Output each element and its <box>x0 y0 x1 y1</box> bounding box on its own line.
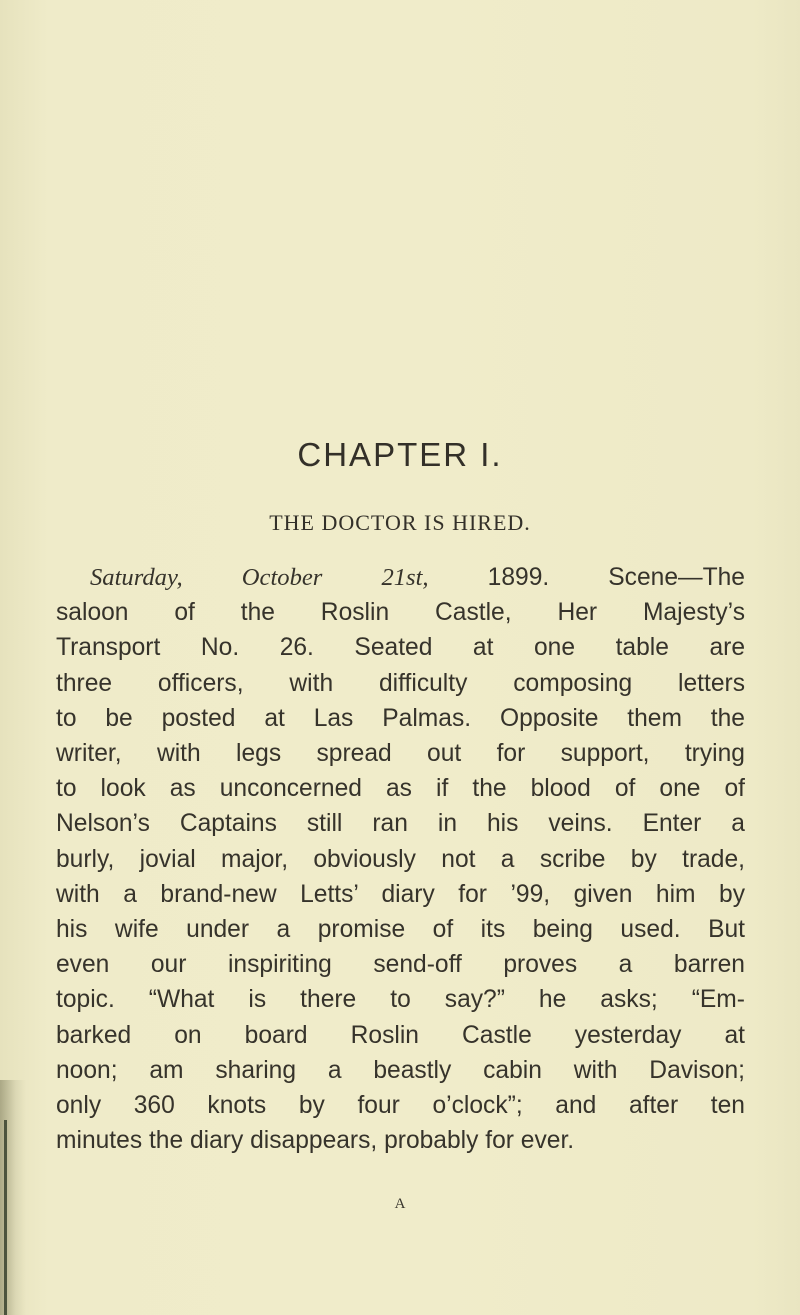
paragraph-line: even our inspiriting send-off proves a barren <box>56 951 745 979</box>
paragraph-line: barked on board Roslin Castle yesterday at <box>56 1021 745 1049</box>
paragraph-line: saloon of the Roslin Castle, Her Majesty’s <box>56 599 745 627</box>
paragraph-line: only 360 knots by four o’clock”; and after ten <box>56 1092 745 1120</box>
chapter-paragraph <box>56 560 745 1158</box>
paragraph-line: with a brand-new Letts’ diary for ’99, given him by <box>56 880 745 908</box>
signature-mark: A <box>394 1196 406 1212</box>
paragraph-line: to be posted at Las Palmas. Opposite them the <box>56 704 745 732</box>
paragraph-line: his wife under a promise of its being used. But <box>56 916 745 944</box>
paragraph-line: three officers, with difficulty composing letters <box>56 669 745 697</box>
paragraph-line: to look as unconcerned as if the blood of one of <box>56 775 745 803</box>
paragraph-line: noon; am sharing a beastly cabin with Davison; <box>56 1056 745 1084</box>
paragraph-line: minutes the diary disappears, probably for ever. <box>56 1127 575 1155</box>
date-month: October <box>241 564 323 591</box>
paragraph-line: Transport No. 26. Seated at one table are <box>56 634 745 662</box>
paragraph-line: topic. “What is there to say?” he asks; “Em- <box>56 986 745 1014</box>
page-gutter-edge <box>4 1120 7 1315</box>
paragraph-line: writer, with legs spread out for support, trying <box>56 740 745 768</box>
chapter-subtitle: THE DOCTOR IS HIRED. <box>269 510 531 535</box>
date-year-scene: 1899. Scene—The <box>487 564 745 591</box>
paragraph-first-line <box>56 560 745 595</box>
date-day: Saturday, <box>90 564 183 591</box>
date-ordinal: 21st, <box>381 564 429 591</box>
paragraph-line: Nelson’s Captains still ran in his veins. Enter a <box>56 810 745 838</box>
paragraph-line: burly, jovial major, obviously not a scribe by trade, <box>56 845 745 873</box>
chapter-title: CHAPTER I. <box>297 436 503 473</box>
